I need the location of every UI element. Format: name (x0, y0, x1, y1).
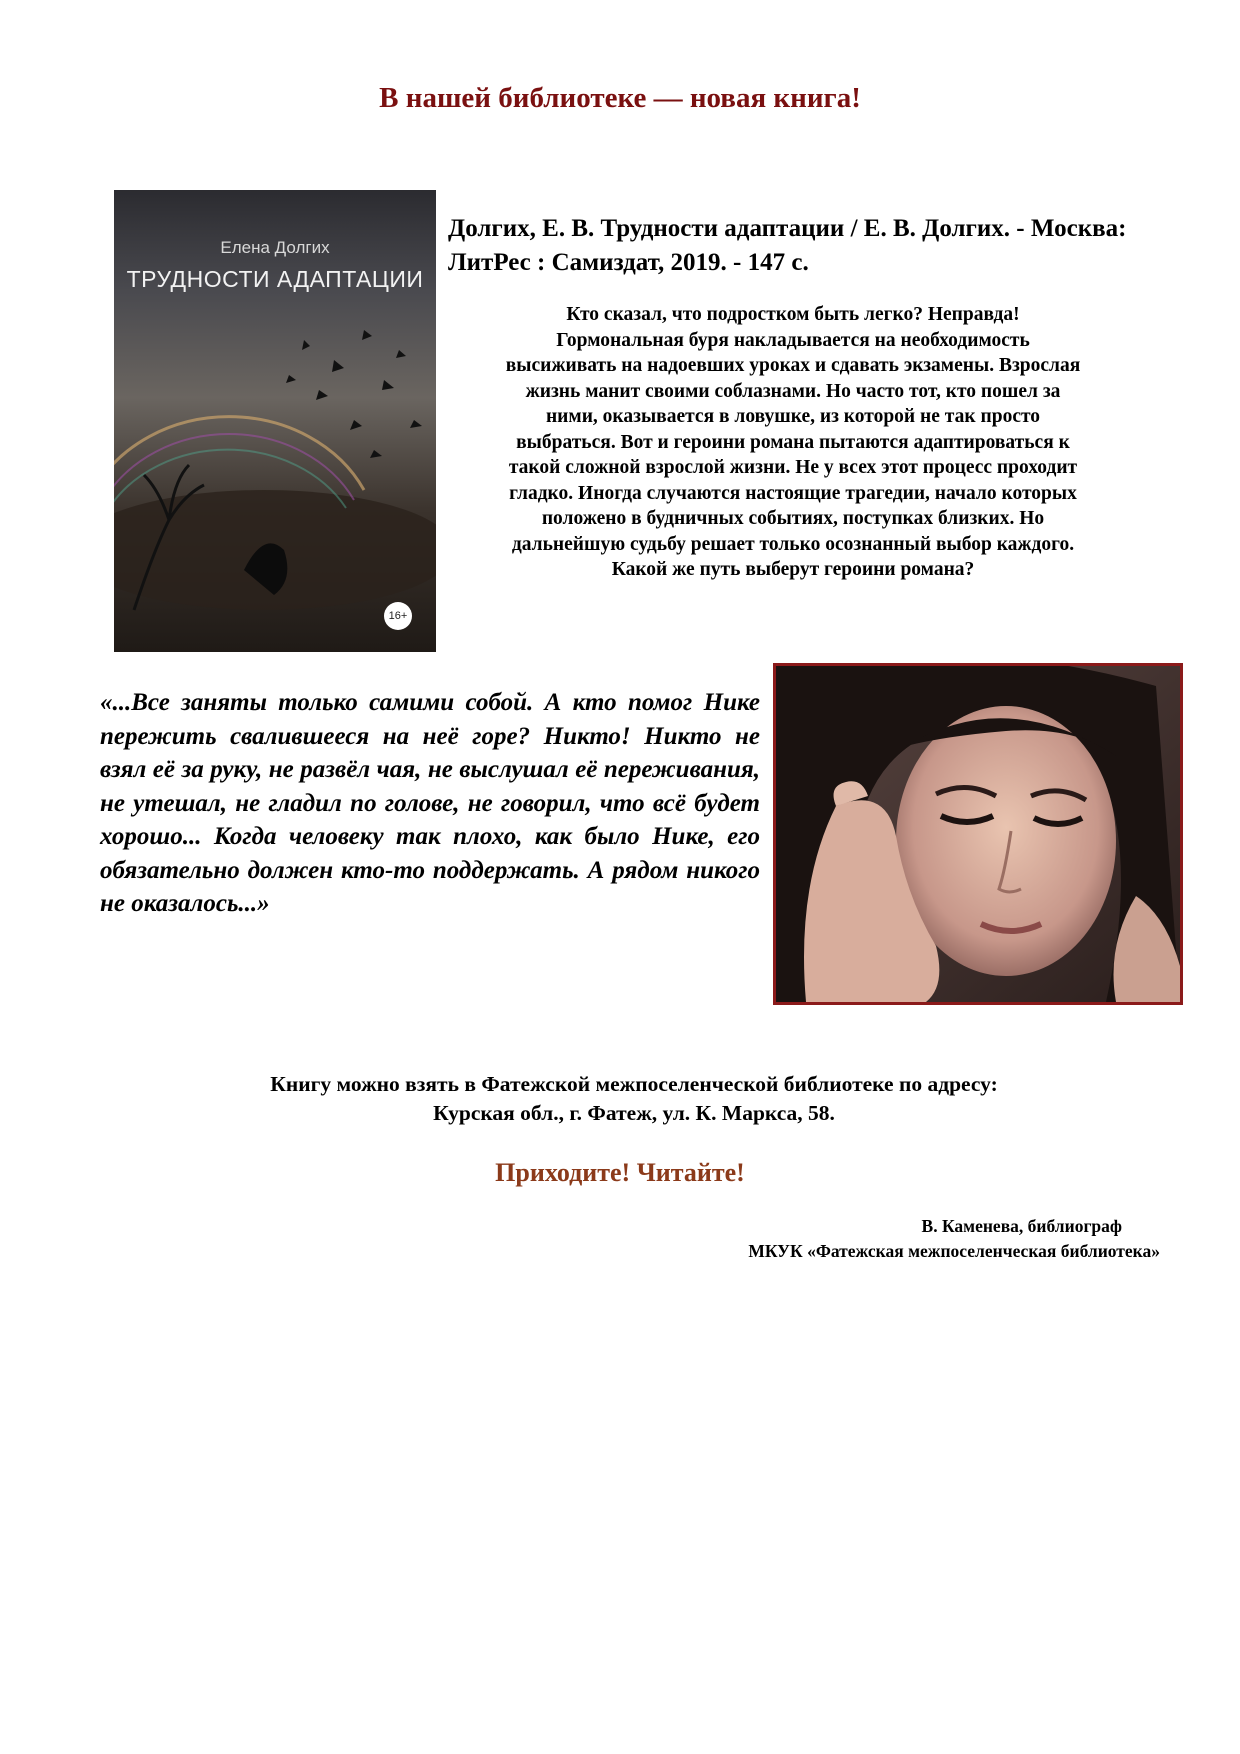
annotation-line: жизнь манит своими соблазнами. Но часто тот, кто пошел за (525, 380, 1061, 402)
call-to-action: Приходите! Читайте! (495, 1158, 745, 1187)
page-title: В нашей библиотеке — новая книга! (379, 82, 861, 114)
book-citation: Долгих, Е. В. Трудности адаптации / Е. В. Долгих. - Москва: ЛитРес : Самиздат, 2019. - 147 с. (448, 215, 1127, 276)
annotation-line: положено в будничных событиях, поступках близких. Но (541, 508, 1045, 529)
annotation-line: ними, оказывается в ловушке, из которой не так просто (545, 406, 1041, 427)
signature (0, 1214, 1160, 1264)
annotation-line: гладко. Иногда случаются настоящие трагедии, начало которых (509, 482, 1077, 504)
book-cover-image (114, 190, 436, 652)
cover-title: ТРУДНОСТИ АДАПТАЦИИ (126, 266, 424, 292)
annotation-line: высиживать на надоевших уроках и сдавать экзамены. Взрослая (505, 355, 1081, 376)
annotation-line: Какой же путь выберут героини романа? (611, 559, 975, 580)
annotation-line: Гормональная буря накладывается на необходимость (556, 329, 1030, 351)
location-address: Курская обл., г. Фатеж, ул. К. Маркса, 58. (433, 1101, 835, 1125)
annotation-line: Кто сказал, что подростком быть легко? Неправда! (566, 304, 1020, 325)
annotation-line: выбраться. Вот и героини романа пытаются адаптироваться к (516, 431, 1070, 453)
location-line-1: Книгу можно взять в Фатежской межпоселенческой библиотеке по адресу: (270, 1072, 998, 1096)
library-location (0, 1070, 1240, 1128)
annotation-line: такой сложной взрослой жизни. Не у всех этот процесс проходит (508, 457, 1078, 478)
sad-girl-illustration (776, 666, 1180, 1002)
organization-signature: МКУК «Фатежская межпоселенческая библиотека» (748, 1241, 1160, 1261)
age-rating-badge: 16+ (384, 602, 412, 630)
author-signature: В. Каменева, библиограф (921, 1216, 1122, 1236)
illustration-photo (773, 663, 1183, 1005)
book-quote: «...Все заняты только самими собой. А кто помог Нике пережить свалившееся на неё горе? Никто! Никто не взял её за руку, не развёл чая, не выслушал её переживания, не утешал, не гладил по голове, не говорил, что всё будет хорошо... Когда человеку так плохо, как было Нике, его обязательно должен кто-то поддержать. А рядом никого не оказалось...» (100, 689, 760, 917)
cover-artwork (114, 190, 436, 652)
annotation-line: дальнейшую судьбу решает только осознанный выбор каждого. (511, 533, 1075, 555)
cover-author: Елена Долгих (220, 238, 330, 257)
book-annotation (448, 302, 1138, 583)
